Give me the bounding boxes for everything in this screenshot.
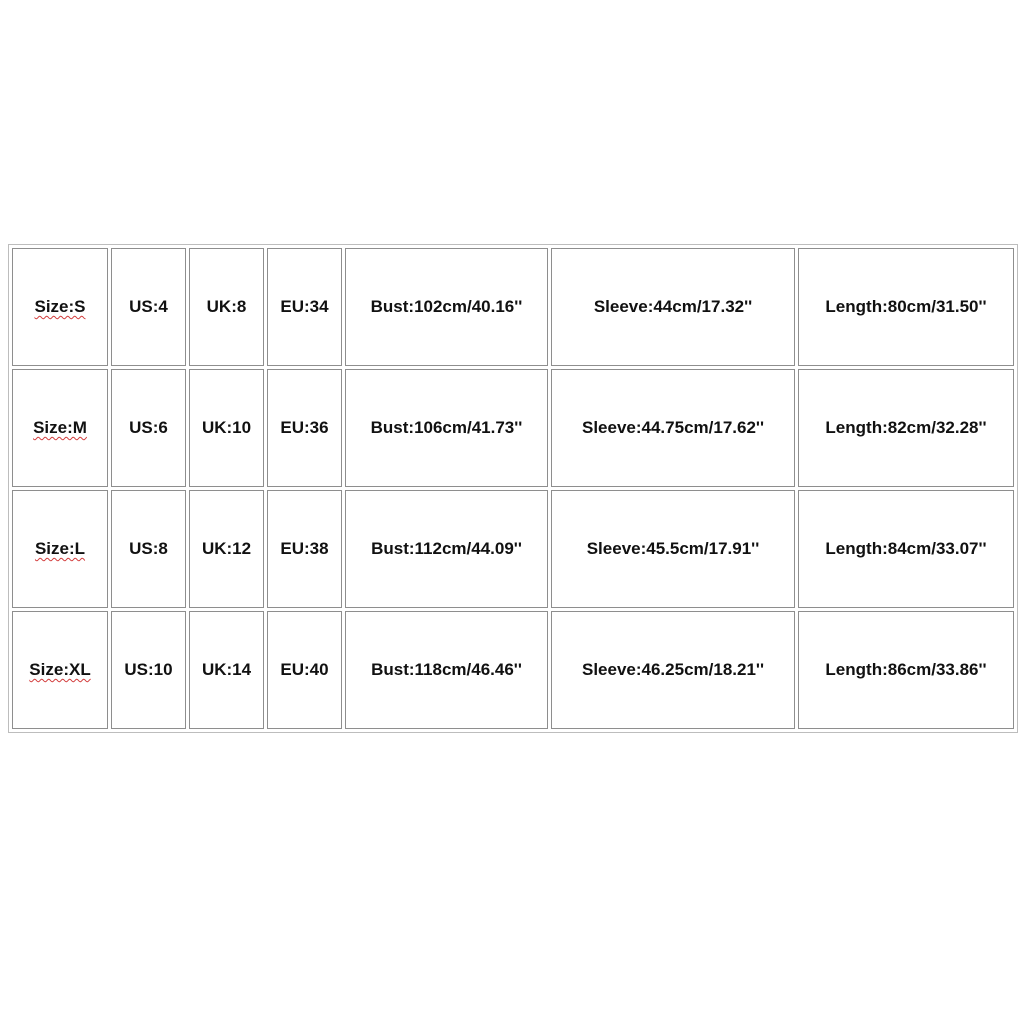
table-row — [12, 611, 1014, 729]
eu-size-cell: EU:36 — [267, 369, 342, 487]
size-cell — [12, 248, 108, 366]
us-size-cell: US:8 — [111, 490, 186, 608]
table-row — [12, 369, 1014, 487]
uk-size-cell: UK:8 — [189, 248, 264, 366]
table-row — [12, 490, 1014, 608]
uk-size-cell: UK:12 — [189, 490, 264, 608]
bust-cell: Bust:106cm/41.73'' — [345, 369, 548, 487]
sleeve-cell: Sleeve:46.25cm/18.21'' — [551, 611, 795, 729]
size-cell — [12, 611, 108, 729]
length-cell: Length:80cm/31.50'' — [798, 248, 1014, 366]
uk-size-cell: UK:10 — [189, 369, 264, 487]
size-label: Size:XL — [29, 660, 91, 679]
sleeve-cell: Sleeve:45.5cm/17.91'' — [551, 490, 795, 608]
table-row — [12, 248, 1014, 366]
size-cell — [12, 490, 108, 608]
size-cell — [12, 369, 108, 487]
size-label: Size:M — [33, 418, 87, 437]
eu-size-cell: EU:38 — [267, 490, 342, 608]
size-chart-table — [8, 244, 1018, 733]
bust-cell: Bust:102cm/40.16'' — [345, 248, 548, 366]
size-label: Size:S — [34, 297, 86, 316]
uk-size-cell: UK:14 — [189, 611, 264, 729]
us-size-cell: US:10 — [111, 611, 186, 729]
us-size-cell: US:6 — [111, 369, 186, 487]
sleeve-cell: Sleeve:44cm/17.32'' — [551, 248, 795, 366]
bust-cell: Bust:112cm/44.09'' — [345, 490, 548, 608]
length-cell: Length:86cm/33.86'' — [798, 611, 1014, 729]
size-label: Size:L — [34, 539, 86, 558]
eu-size-cell: EU:34 — [267, 248, 342, 366]
sleeve-cell: Sleeve:44.75cm/17.62'' — [551, 369, 795, 487]
length-cell: Length:84cm/33.07'' — [798, 490, 1014, 608]
bust-cell: Bust:118cm/46.46'' — [345, 611, 548, 729]
length-cell: Length:82cm/32.28'' — [798, 369, 1014, 487]
us-size-cell: US:4 — [111, 248, 186, 366]
eu-size-cell: EU:40 — [267, 611, 342, 729]
